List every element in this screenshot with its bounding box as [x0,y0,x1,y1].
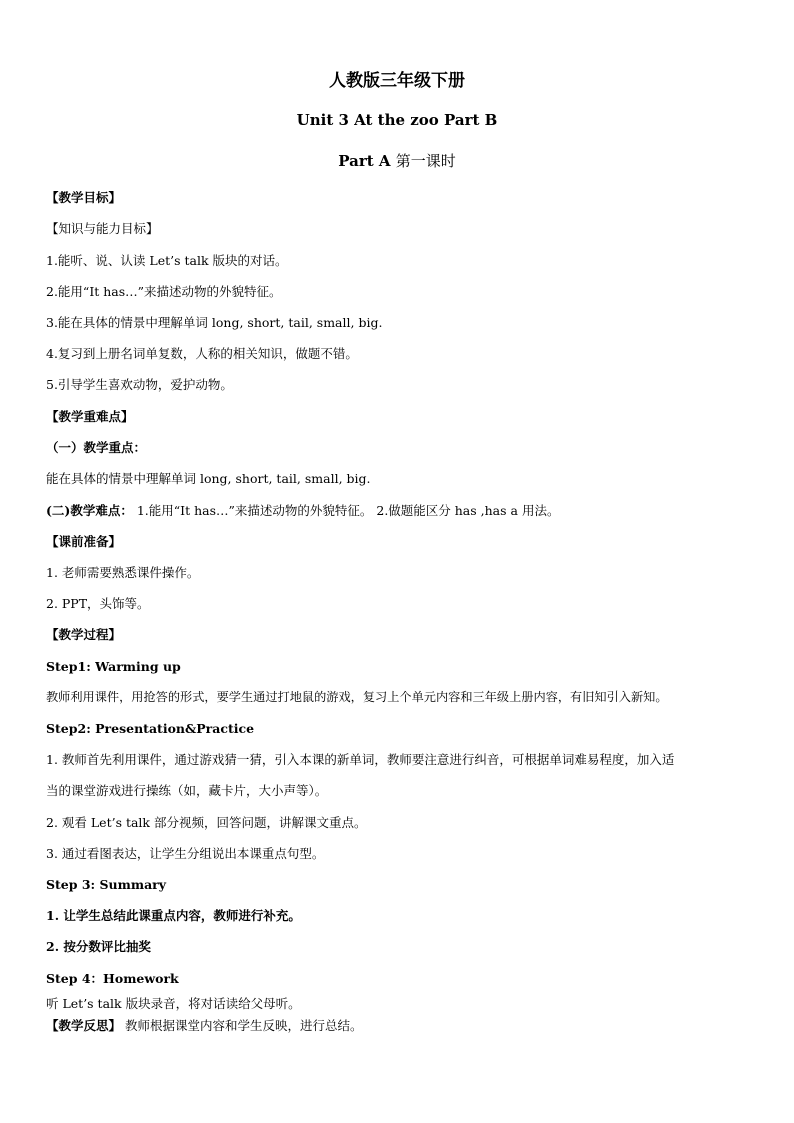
lesson-title [0,154,794,169]
knowledge-heading: 【知识与能力目标】 [46,221,159,236]
key-points-heading: 【教学重难点】 [46,409,134,424]
objective-item: 2.能用“It has…”来描述动物的外貌特征。 [46,284,282,299]
reflection-text: 教师根据课堂内容和学生反映，进行总结。 [125,1018,363,1033]
grade-title: 人教版三年级下册 [329,71,465,91]
process-heading: 【教学过程】 [46,627,122,642]
step4-title: Step 4：Homework [46,971,179,986]
step1-text: 教师利用课件，用抢答的形式，要学生通过打地鼠的游戏，复习上个单元内容和三年级上册内容，有旧知引入新知。 [46,690,668,704]
prep-item: 1. 老师需要熟悉课件操作。 [46,565,200,580]
lesson-period: 第一课时 [395,152,456,170]
step3-title: Step 3: Summary [46,877,167,892]
objectives-heading: 【教学目标】 [46,190,122,205]
objective-item: 4.复习到上册名词单复数，人称的相关知识，做题不错。 [46,346,358,361]
key-points-text: 能在具体的情景中理解单词 long, short, tail, small, big. [46,471,371,486]
lesson-part: Part A [338,152,391,170]
step3-item: 1. 让学生总结此课重点内容，教师进行补充。 [46,908,301,923]
step4-text: 听 Let’s talk 版块录音，将对话读给父母听。 [46,996,301,1011]
unit-title: Unit 3 At the zoo Part B [296,111,498,129]
step3-item: 2. 按分数评比抽奖 [46,939,151,954]
reflection-line [46,1020,363,1033]
step1-title: Step1: Warming up [46,659,181,674]
key-points-sub: （一）教学重点： [46,440,147,455]
reflection-label: 【教学反思】 [46,1018,122,1033]
step2-item: 3. 通过看图表达，让学生分组说出本课重点句型。 [46,846,325,861]
prep-item: 2. PPT，头饰等。 [46,596,150,611]
difficulty-text: 1.能用“It has…”来描述动物的外貌特征。 2.做题能区分 has ,has a 用法。 [136,503,560,518]
step2-item: 当的课堂游戏进行操练（如，藏卡片，大小声等）。 [46,783,328,798]
objective-item: 1.能听、说、认读 Let’s talk 版块的对话。 [46,253,288,268]
step2-item: 2. 观看 Let’s talk 部分视频，回答问题，讲解课文重点。 [46,815,367,830]
objective-item: 5.引导学生喜欢动物，爱护动物。 [46,377,233,392]
step2-item: 1. 教师首先利用课件，通过游戏猜一猜，引入本课的新单词，教师要注意进行纠音，可根据单词难易程度，加入适 [46,752,675,767]
difficulty-line [46,505,559,518]
prep-heading: 【课前准备】 [46,534,122,549]
step2-title: Step2: Presentation&Practice [46,721,255,736]
objective-item: 3.能在具体的情景中理解单词 long, short, tail, small, big. [46,315,383,330]
difficulty-label: (二)教学难点： [46,503,133,518]
